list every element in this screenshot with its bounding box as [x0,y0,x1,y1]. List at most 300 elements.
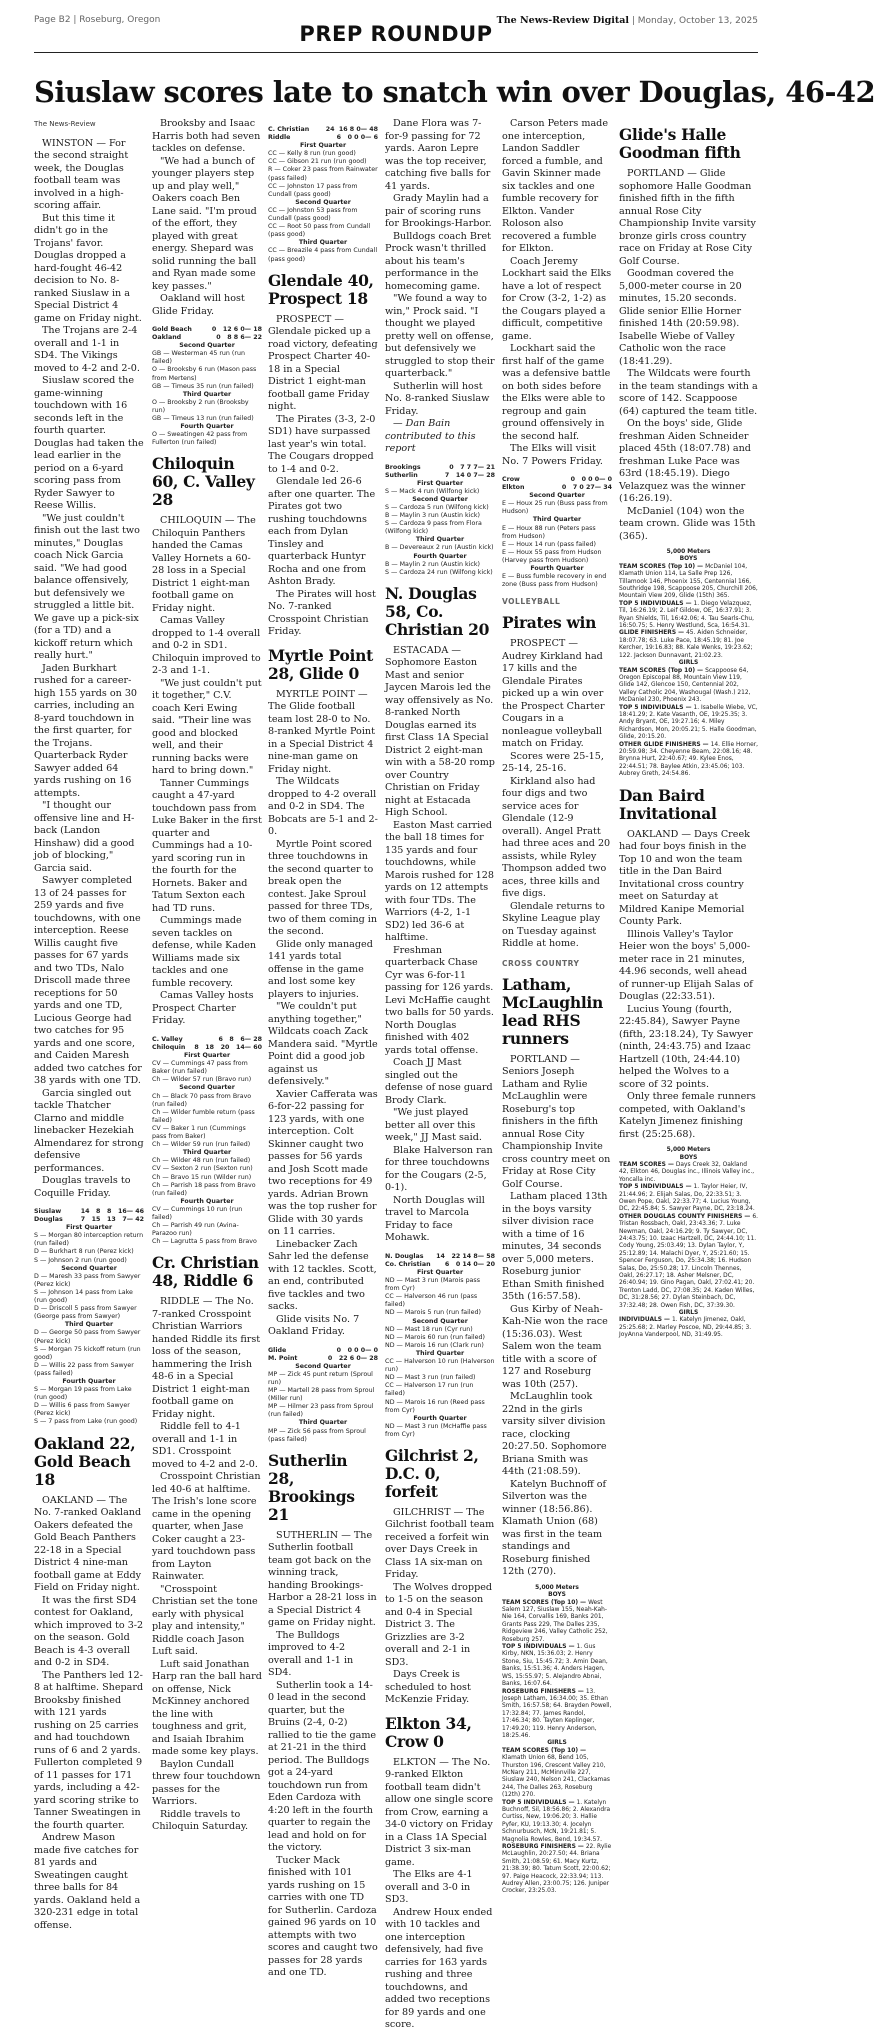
team-name: Co. Christian [385,1260,431,1268]
story-headline: Sutherlin 28, Brookings 21 [268,1450,355,1524]
story-paragraph: GILCHRIST — The Gilchrist football team received a forfeit win over Days Creek in Class 1A six-man on Friday. [385,1506,495,1581]
team-name: Crow [502,476,520,483]
story-paragraph: Carson Peters made one interception, Landon Saddler forced a fumble, and Gavin Skinner made six tackles and one fumble recovery for Elkton. Vander Roloson also recovered a fumble for Elkton. [502,118,609,254]
story-paragraph: "We just couldn't finish out the last two minutes," Douglas coach Nick Garcia said. "We had good balance offensively, but defensively we struggled a little bit. We gave up a pick-six (for a TD) and a kickoff return which really hurt." [34,512,140,661]
scoring-play: S — Morgan 75 kickoff return (run good) [34,1345,141,1361]
byline: The News-Review [34,120,96,128]
quarter-scores: 0 12 6 0— 18 [211,326,262,333]
results-subhead: GIRLS [547,1740,567,1747]
story-paragraph: Glendale led 26-6 after one quarter. The Pirates got two rushing touchdowns each from Dylan Tinsley and quarterback Huntyr Rocha and one from Ashton Brady. [268,476,376,588]
story-paragraph: OAKLAND — Days Creek had four boys finish in the Top 10 and won the team title in the Dan Baird Invitational cross country meet on Saturday at Mildred Kanipe Memorial County Park. [619,828,750,928]
column-4 [385,118,495,2031]
story-paragraph: Days Creek is scheduled to host McKenzie Friday. [385,1669,471,1706]
scoring-play: S — Cardoza 5 run (Wilfong kick) [385,503,489,511]
scoring-play: Ch — Wilder 59 run (run failed) [152,1141,251,1149]
score-row [268,1355,378,1363]
quarter-scores: 14 22 14 8— 58 [436,1252,495,1260]
story-paragraph: Bulldogs coach Bret Prock wasn't thrilled about his team's performance in the homecoming game. [385,230,492,292]
quarter-label: Third Quarter [298,239,348,247]
results-line [502,1748,612,1800]
score-row [152,326,262,334]
quarter-scores: 0 22 6 0— 28 [327,1354,378,1362]
results-text: 1. Taylor Heier, IV, 21:44.96; 2. Elijah Salas, Do, 22:33.51; 3. Owen Pope, Oakl, 22:33.77; 4. Lucius Young, DC, 22:45.84; 5. Sawyer Payne, DC, 23:18.24. [619,1184,755,1213]
quarter-label: Fourth Quarter [530,565,584,573]
score-row [268,126,378,134]
scoring-play: E — Houx 55 pass from Hudson (Harvey pass from Hudson) [502,548,602,564]
scoring-summary [268,1347,378,1444]
team-name: C. Christian [268,126,310,133]
scoring-play: O — Brooksby 2 run (Brooksby run) [152,398,249,414]
results-text: 1. Gus Kirby, NKN, 15:36.03; 2. Henry Stone, Siu, 15:45.72; 3. Amin Dean, Banks, 15:51.36; 4. Anders Hagen, WS, 15:55.97; 5. Alejandro Abnai, Banks, 16:07.64. [502,1644,608,1688]
scoring-play: ND — Mast 3 run (McHaffie pass from Cyr) [385,1422,487,1438]
story-paragraph: Illinois Valley's Taylor Heier won the boys' 5,000-meter race in 21 minutes, 44.96 seconds, well ahead of runner-up Elijah Salas of Douglas (22:33.51). [619,928,753,1003]
column-1 [34,118,144,1931]
story-paragraph: Cummings made seven tackles on defense, while Kaden Williams made six tackles and one fumble recovery. [152,915,257,989]
results-label: ROSEBURG FINISHERS — [502,1688,586,1695]
score-row [385,1253,495,1261]
score-row [502,484,612,492]
story-paragraph: Myrtle Point scored three touchdowns in the second quarter to break open the contest. Jake Sproul passed for three TDs, two of them coming in the second. [268,838,378,938]
quarter-label: Third Quarter [298,1419,348,1427]
scoring-play: ND — Marois 60 run (run failed) [385,1333,486,1341]
scoring-play: ND — Mast 3 run (run failed) [385,1374,476,1382]
scoring-play: O — Sweatingen 42 pass from Fullerton (run failed) [152,431,248,447]
scoring-play: ND — Mast 18 run (Cyr run) [385,1325,473,1333]
results-label: TEAM SCORES (Top 10) — [619,667,706,674]
story-paragraph: The Pirates (3-3, 2-0 SD1) have surpassed last year's win total. The Cougars dropped to 1-4 and 0-2. [268,413,376,475]
results-label: TOP 5 INDIVIDUALS — [619,600,694,607]
results-line [619,742,758,779]
team-name: N. Douglas [385,1252,424,1260]
results-text: 1. Isabelle Wiebe, VC, 18:41.29; 2. Kate Vasanth, OE, 19:25.35; 3. Andy Bryant, OE, 19:27.16; 4. Miley Richardson, Mon, 20:05.21; 5. Halle Goodman, Glide, 20:15.20. [619,704,758,741]
story-paragraph: But this time it didn't go in the Trojans' favor. Douglas dropped a hard-fought 46-42 decision to No. 8-ranked Siuslaw in a Special District 4 game on Friday night. [34,212,142,324]
scoring-play: D — Maresh 33 pass from Sawyer (Perez kick) [34,1272,141,1288]
scoring-summary [152,1036,262,1246]
story-headline: Cr. Christian 48, Riddle 6 [152,1253,259,1291]
quarter-label: Fourth Quarter [413,1414,467,1422]
scoring-play: CV — Cummings 10 run (run failed) [152,1205,243,1221]
results-text: 13. Joseph Latham, 16:34.00; 35. Ethan Smith, 16:57.58; 64. Brayden Powell, 17:32.84; 77. James Randol, 17:46.34; 80. Tayten Keplinger, 17:49.20; 119. Henry Anderson, 18:25.46. [502,1688,612,1739]
scoring-play: S — Morgan 80 interception return (run failed) [34,1232,144,1248]
scoring-play: CC — Halverson 17 run (run failed) [385,1382,474,1398]
results-text: 1. Diego Velazquez, Til, 16:26.19; 2. Leif Gildow, OE, 16:37.91; 3. Ryan Shields, Til, 16:42.06; 4. Tau Searls-Chu, 16:50.75; 5. Henry Westlund, Sca, 16:54.31. [619,600,755,630]
scoring-play: Ch — Wilder 57 run (Bravo run) [152,1076,252,1084]
scoring-play: ND — Mast 3 run (Marois pass from Cyr) [385,1277,480,1293]
story-headline: Elkton 34, Crow 0 [385,1713,472,1751]
scoring-play: MP — Martell 28 pass from Sproul (Miller run) [268,1387,375,1403]
results-line [619,1214,758,1310]
quarter-scores: 24 16 8 0— 48 [325,126,378,133]
team-name: Oakland [152,334,182,342]
quarter-label: Second Quarter [179,1084,235,1092]
results-label: TOP 5 INDIVIDUALS — [502,1644,577,1651]
story-paragraph: The Panthers led 12-8 at halftime. Shepard Brooksby finished with 121 yards rushing on 25 carries and had touchdown runs of 6 and 2 yards. Fullerton completed 9 of 11 passes for 171 yards, including a 42-yard scoring strike to Tanner Sweatingen in the fourth quarter. [34,1669,144,1831]
story-paragraph: Sutherlin will host No. 8-ranked Siuslaw Friday. [385,380,490,417]
scoring-play: S — Cardoza 9 pass from Flora (Wilfong kick) [385,520,482,536]
quarter-label: Second Quarter [295,1362,351,1370]
scoring-play: D — George 50 pass from Sawyer (Perez kick) [34,1329,141,1345]
results-label: INDIVIDUALS — [619,1317,672,1324]
scoring-play: R — Coker 23 pass from Rainwater (pass failed) [268,166,378,182]
story-headline: N. Douglas 58, Co. Christian 20 [385,583,490,639]
scoring-play: E — Houx 14 run (pass failed) [502,540,596,548]
results-line [502,1600,612,1644]
page-headline: Siuslaw scores late to snatch win over Douglas, 46-42 [34,75,875,109]
story-paragraph: Camas Valley hosts Prospect Charter Friday. [152,990,254,1027]
story-paragraph: Dane Flora was 7-for-9 passing for 72 yards. Aaron Lepre was the top receiver, catching five balls for 41 yards. [385,118,491,192]
results-line [502,1689,612,1741]
results-subhead: BOYS [548,1592,566,1599]
quarter-label: Second Quarter [529,492,585,500]
results-line [619,705,758,742]
scoring-play: S — Johnson 2 run (run good) [34,1256,127,1264]
team-name: M. Point [268,1354,298,1362]
story-paragraph: "We had a bunch of younger players step up and play well," Oakers coach Ben Lane said. "I'm proud of the effort, they played with great energy. Shepard was solid running the ball and Ryan made some key passes." [152,155,257,292]
story-paragraph: Coach Jeremy Lockhart said the Elks have a lot of respect for Crow (3-2, 1-2) as the Cougars played a difficult, competitive game. [502,255,612,342]
story-paragraph: ESTACADA — Sophomore Easton Mast and senior Jaycen Marois led the way offensively as No. 8-ranked North Douglas earned its first Class 1A Special District 2 eight-man win with a 58-20 romp over Country Christian on Friday night at Estacada High School. [385,644,495,819]
score-row [385,1261,495,1269]
scoring-play: Ch — Wilder 48 run (run failed) [152,1157,251,1165]
results-line [502,1844,612,1896]
results-title: 5,000 Meters [666,549,711,555]
story-paragraph: Linebacker Zach Sahr led the defense with 12 tackles. Scott, an end, contributed five tackles and two sacks. [268,1238,377,1313]
scoring-play: CV — Cummings 47 pass from Baker (run failed) [152,1060,248,1076]
scoring-play: Ch — Black 70 pass from Bravo (run failed) [152,1092,252,1108]
quarter-scores: 0 0 0 0— 0 [570,476,612,483]
quarter-scores: 0 8 8 6— 22 [216,334,262,342]
scoring-play: Ch — Bravo 15 run (Wilder run) [152,1173,252,1181]
results-text: 14. Ellie Horner, 20:59.98; 34. Cheyenne Beam, 22:08.16; 48. Brynna Hurt, 22:40.67; 49. Kylee Enos, 22:44.51; 78. Baylee Atkin, 23:45.06; 103. Aubrey Greth, 24:54.86. [619,741,758,778]
story-headline: Chiloquin 60, C. Valley 28 [152,454,255,510]
scoring-play: CV — Sexton 2 run (Sexton run) [152,1165,253,1173]
scoring-play: D — Willis 6 pass from Sawyer (Perez kick) [34,1402,130,1418]
story-headline: Glendale 40, Prospect 18 [268,270,374,308]
story-headline: Gilchrist 2, D.C. 0, forfeit [385,1445,479,1501]
story-paragraph: It was the first SD4 contest for Oakland, which improved to 3-2 on the season. Gold Beach is 4-3 overall and 0-2 in SD4. [34,1594,144,1669]
story-headline: Myrtle Point 28, Glide 0 [268,645,373,683]
story-paragraph: "Crosspoint Christian set the tone early with physical play and intensity," Riddle coach Jason Luft said. [152,1583,258,1658]
story-paragraph: CHILOQUIN — The Chiloquin Panthers handed the Camas Valley Hornets a 60-28 loss in a Special District 1 eight-man football game on Friday night. [152,515,256,614]
results-label: OTHER DOUGLAS COUNTY FINISHERS — [619,1213,753,1220]
score-row [152,334,262,342]
quarter-scores: 7 14 0 7— 28 [444,471,495,479]
scoring-play: CC — Johnston 53 pass from Cundall (pass good) [268,206,358,223]
scoring-summary [385,464,495,577]
scoring-play: B — Maylin 3 run (Austin kick) [385,512,480,520]
scoring-play: E — Houx 25 run (Buss pass from Hudson) [502,500,608,516]
results-label: OTHER GLIDE FINISHERS — [619,741,711,748]
results-line [619,668,758,705]
quarter-label: Third Quarter [182,1149,232,1157]
quarter-scores: 6 0 14 0— 20 [444,1260,495,1268]
team-name: Riddle [268,134,291,142]
story-headline: Oakland 22, Gold Beach 18 [34,1433,136,1489]
story-paragraph: The Wildcats were fourth in the team standings with a score of 142. Scappoose (64) captured the team title. [619,368,758,417]
quarter-label: Third Quarter [532,516,582,524]
scoring-play: MP — Hilmer 23 pass from Sproul (run failed) [268,1403,374,1419]
results-label: TEAM SCORES (Top 10) — [619,563,706,570]
story-paragraph: Gus Kirby of Neah-Kah-Nie won the race (15:36.03). West Salem won the team title with a score of 127 and Roseburg was 10th (257). [502,1303,608,1390]
story-paragraph: PROSPECT — Glendale picked up a road victory, defeating Prospect Charter 40-18 in a Special District 1 eight-man football game Friday night. [268,313,378,413]
quarter-label: Third Quarter [182,390,232,398]
results-label: TOP 5 INDIVIDUALS — [619,704,694,711]
story-paragraph: The Trojans are 2-4 overall and 1-1 in SD4. The Vikings moved to 4-2 and 2-0. [34,325,140,374]
results-line [619,1317,758,1339]
results-line [502,1800,612,1844]
story-paragraph: Only three female runners competed, with Oakland's Katelyn Jimenez finishing first (25:25.68). [619,1091,756,1140]
quarter-label: Second Quarter [295,198,351,206]
scoring-play: Ch — Parrish 18 pass from Bravo (run failed) [152,1181,256,1197]
scoring-play: GB — Timeus 35 run (run failed) [152,382,254,390]
story-paragraph: OAKLAND — The No. 7-ranked Oakland Oakers defeated the Gold Beach Panthers 22-18 in a Special District 4 nine-man football game at Eddy Field on Friday night. [34,1494,142,1594]
results-box [619,549,758,779]
results-label: TOP 5 INDIVIDUALS — [502,1799,577,1806]
scoring-play: S — Cardoza 24 run (Wilfong kick) [385,568,493,576]
results-text: 1. Katelyn Jimenez, Oakl, 25:25.68; 2. Marley Poscoe, ND, 29:44.85; 3. JoyAnna Vanderpool, ND, 31:49.95. [619,1317,752,1339]
team-name: Chiloquin [152,1044,186,1051]
scoring-play: CC — Johnston 17 pass from Cundall (pass good) [268,182,358,198]
scoring-play: CC — Kelly 8 run (run good) [268,150,356,158]
story-paragraph: Freshman quarterback Chase Cyr was 6-for-11 passing for 126 yards. Levi McHaffie caught two balls for 50 yards. North Douglas finished with 402 yards total offense. [385,944,494,1056]
story-paragraph: McLaughlin took 22nd in the girls varsity silver division race, clocking 20:27.50. Sophomore Briana Smith was 44th (21:08.59). [502,1391,607,1478]
story-paragraph: PORTLAND — Glide sophomore Halle Goodman finished fifth in the fifth annual Rose City Championship Invite varsity bronze girls cross country race on Friday at Rose City Golf Course. [619,168,756,267]
story-paragraph: Lucius Young (fourth, 22:45.84), Sawyer Payne (fifth, 23:18.24), Ty Sawyer (ninth, 24:43.75) and Izaac Hartzell (10th, 24:44.10) helped the Wolves to a score of 32 points. [619,1003,753,1090]
story-paragraph: Sutherlin took a 14-0 lead in the second quarter, but the Bruins (2-4, 0-2) rallied to tie the game at 21-21 in the third period. The Bulldogs got a 24-yard touchdown run from Eden Cardoza with 4:20 left in the fourth quarter to regain the lead and hold on for the victory. [268,1679,377,1854]
story-paragraph: Lockhart said the first half of the game was a defensive battle on both sides before the Elks were able to regroup and gain ground offensively in the second half. [502,343,611,442]
results-line [619,1184,758,1214]
scoring-play: GB — Timeus 13 run (run failed) [152,415,254,423]
quarter-label: Second Quarter [412,1317,468,1325]
story-paragraph: Camas Valley dropped to 1-4 overall and 0-2 in SD1. Chiloquin improved to 2-3 and 1-1. [152,615,261,677]
story-paragraph: MYRTLE POINT — The Glide football team lost 28-0 to No. 8-ranked Myrtle Point in a Special District 4 nine-man game on Friday night. [268,688,375,775]
quarter-scores: 7 15 13 7— 42 [80,1216,144,1224]
scoring-play: ND — Marois 16 run (Clark run) [385,1341,484,1349]
story-paragraph: PROSPECT — Audrey Kirkland had 17 kills and the Glendale Pirates picked up a win over the Prospect Charter Cougars in a nonleague volleyball match on Friday. [502,638,605,750]
story-paragraph: "We found a way to win," Prock said. "I thought we played pretty well on offense, but defensively we struggled to stop their quarterback." [385,293,495,379]
story-paragraph: RIDDLE — The No. 7-ranked Crosspoint Christian Warriors handed Riddle its first loss of the season, hammering the Irish 48-6 in a Special District 1 eight-man football game on Friday night. [152,1296,261,1420]
story-paragraph: Oakland will host Glide Friday. [152,293,245,317]
page-number: Page B2 | Roseburg, Oregon [34,15,161,25]
results-title: 5,000 Meters [535,1584,579,1591]
results-line [619,601,758,631]
team-name: Siuslaw [34,1208,62,1215]
story-paragraph: Luft said Jonathan Harp ran the ball hard on offense, Nick McKinney anchored the line with toughness and grit, and Isaiah Ibrahim made some key plays. [152,1658,262,1758]
quarter-label: Second Quarter [412,495,468,503]
story-paragraph: Glide visits No. 7 Oakland Friday. [268,1313,360,1338]
scoring-play: D — Driscoll 5 pass from Sawyer (George pass from Sawyer) [34,1305,137,1321]
score-row [34,1208,144,1216]
story-paragraph: Latham placed 13th in the boys varsity silver division race with a time of 16 minutes, 34 seconds over 5,000 meters. Roseburg junior Ethan Smith finished 35th (16:57.58). [502,1191,608,1303]
column-5 [502,118,612,1895]
story-headline: Pirates win [502,613,597,633]
results-label: TEAM SCORES — [619,1161,676,1168]
score-row [268,1347,378,1355]
section-title: PREP ROUNDUP [299,22,493,46]
results-subhead: BOYS [679,1154,698,1161]
scoring-summary [385,1253,495,1439]
quarter-label: Fourth Quarter [62,1377,116,1385]
story-paragraph: Glide only managed 141 yards total offense in the game and lost some key players to injuries. [268,938,373,1000]
scoring-play: MP — Zick 45 punt return (Sproul run) [268,1370,373,1386]
scoring-play: CC — Root 50 pass from Cundall (pass good) [268,223,371,239]
scoring-play: CC — Halverson 10 run (Halverson run) [385,1358,495,1374]
scoring-play: S — Mack 4 run (Wilfong kick) [385,487,480,495]
story-paragraph: Andrew Houx ended with 10 tackles and one interception defensively, had five carries for 163 yards rushing and three touchdowns, and added two receptions for 89 yards and one score. [385,1906,493,2031]
story-headline: Dan Baird Invitational [619,785,717,823]
story-paragraph: The Wolves dropped to 1-5 on the season and 0-4 in Special District 3. The Grizzlies are 3-2 overall and 2-1 in SD3. [385,1581,493,1668]
scoring-play: B — Devereaux 2 run (Austin kick) [385,544,494,552]
scoring-play: D — Burkhart 8 run (Perez kick) [34,1248,134,1256]
story-paragraph: Garcia singled out tackle Thatcher Clarno and middle linebacker Hezekiah Almendarez for strong defensive performances. [34,1087,144,1174]
quarter-scores: 8 18 20 14— 60 [194,1044,262,1051]
story-paragraph: Siuslaw scored the game-winning touchdown with 16 seconds left in the fourth quarter. Douglas had taken the lead earlier in the period on a 6-yard scoring pass from Ryder Sawyer to Reese Willis. [34,375,144,511]
scoring-play: E — Buss fumble recovery in end zone (Buss pass from Hudson) [502,573,607,589]
scoring-play: CC — Halverson 46 run (pass failed) [385,1293,478,1309]
results-line [619,1162,758,1184]
results-title: 5,000 Meters [666,1147,711,1154]
story-paragraph: "We just couldn't put it together," C.V. coach Keri Ewing said. "Their line was good and blocked well, and their running backs were hard to bring down." [152,677,262,777]
scoring-play: E — Houx 88 run (Peters pass from Hudson) [502,524,596,540]
column-6 [619,118,758,1630]
quarter-label: Second Quarter [179,342,235,350]
story-paragraph: "I thought our offensive line and H-back (Landon Hinshaw) did a good job of blocking," Garcia said. [34,800,135,874]
team-name: Brookings [385,463,421,471]
results-subhead: GIRLS [678,1310,699,1317]
story-paragraph: Tanner Cummings caught a 47-yard touchdown pass from Luke Baker in the first quarter and Cummings had a 10-yard scoring run in the fourth for the Hornets. Baker and Tatum Sexton each had TD runs. [152,777,262,914]
team-name: C. Valley [152,1035,183,1043]
scoring-play: ND — Marois 5 run (run failed) [385,1309,481,1317]
story-headline: Latham, McLaughlin lead RHS runners [502,974,603,1048]
story-paragraph: Blake Halverson ran for three touchdowns for the Cougars (2-5, 0-1). [385,1144,493,1194]
story-paragraph: Goodman covered the 5,000-meter course in 20 minutes, 15.20 seconds. Glide senior Ellie Horner finished 14th (20:59.98). Isabelle Wiebe of Valley Catholic won the race (18:41.29). [619,268,742,367]
quarter-label: Fourth Quarter [413,552,467,560]
story-paragraph: SUTHERLIN — The Sutherlin football team got back on the winning track, handing Brookings-Harbor a 28-21 loss in a Special District 4 game on Friday night. [268,1529,377,1629]
story-paragraph: Xavier Cafferata was 6-for-22 passing for 123 yards, with one interception. Colt Skinner caught two passes for 56 yards and Josh Scott made two receptions for 49 yards. Adrian Brown was the top rusher for Glide with 30 yards on 11 carries. [268,1088,378,1238]
scoring-play: ND — Marois 16 run (Reed pass from Cyr) [385,1398,485,1414]
story-paragraph: Crosspoint Christian led 40-6 at halftime. The Irish's lone score came in the opening quarter, when Jase Coker caught a 23-yard touchdown pass from Layton Rainwater. [152,1471,261,1583]
story-paragraph: PORTLAND — Seniors Joseph Latham and Rylie McLaughlin were Roseburg's top finishers in the fifth annual Rose City Championship Invite cross country meet on Friday at Rose City Golf Course. [502,1053,611,1190]
story-paragraph: Katelyn Buchnoff of Silverton was the winner (18:56.86). Klamath Union (68) was first in the team standings and Roseburg finished 12th (270). [502,1478,607,1578]
scoring-play: GB — Westerman 45 run (run failed) [152,350,245,366]
scoring-play: Ch — Wilder fumble return (pass failed) [152,1108,255,1124]
story-paragraph: ELKTON — The No. 9-ranked Elkton football team didn't allow one single score from Crow, earning a 34-0 victory on Friday in a Class 1A Special District 3 six-man game. [385,1756,494,1868]
scoring-play: Ch — Parrish 49 run (Avina-Parazoo run) [152,1222,239,1238]
story-paragraph: Jaden Burkhart rushed for a career-high 155 yards on 30 carries, including an 8-yard touchdown in the first quarter, for the Trojans. Quarterback Ryder Sawyer added 64 yards rushing on 16 attempts. [34,662,138,799]
story-paragraph: "We couldn't put anything together," Wildcats coach Zack Mandera said. "Myrtle Point did a good job against us defensively." [268,1001,378,1088]
quarter-scores: 0 7 7 7— 21 [449,463,495,471]
quarter-label: First Quarter [65,1224,113,1232]
scoring-summary [268,126,378,264]
header-rule [34,52,758,53]
story-paragraph: Glendale returns to Skyline League play on Tuesday against Riddle at home. [502,900,605,950]
score-row [385,472,495,480]
story-paragraph: Coach JJ Mast singled out the defense of nose guard Brody Clark. [385,1057,493,1106]
results-text: McDaniel 104, Klamath Union 114, La Salle Prep 126, Tillamook 146, Phoenix 155, Centennial 166, Southridge 198, Scappoose 205, Churchill 206, Mountain View 209, Glide (15th) 365. [619,563,758,600]
results-box [619,1147,758,1340]
scoring-summary [152,326,262,447]
score-row [502,476,612,484]
story-paragraph: Andrew Mason made five catches for 81 yards and Sweatingen caught three balls for 84 yards. Oakland held a 320-231 edge in total offense. [34,1832,141,1931]
score-row [385,464,495,472]
scoring-play: S — 7 pass from Lake (run good) [34,1418,138,1426]
quarter-label: First Quarter [299,142,347,150]
results-box [502,1585,612,1896]
scoring-play: CC — Gibson 21 run (run good) [268,158,367,166]
story-paragraph: WINSTON — For the second straight week, the Douglas football team was involved in a high-scoring affair. [34,137,129,211]
results-line [619,630,758,660]
story-paragraph: Grady Maylin had a pair of scoring runs for Brookings-Harbor. [385,193,492,229]
scoring-play: Ch — Lagrutta 5 pass from Bravo [152,1238,257,1246]
issue-date: | Monday, October 13, 2025 [631,16,758,26]
score-row [152,1044,262,1052]
story-paragraph: McDaniel (104) won the team crown. Glide was 15th (365). [619,505,756,542]
quarter-label: Fourth Quarter [180,423,234,431]
section-kicker: CROSS COUNTRY [502,958,580,968]
score-row [152,1036,262,1044]
team-name: Gold Beach [152,326,192,333]
story-paragraph: The Wildcats dropped to 4-2 overall and 0-2 in SD4. The Bobcats are 5-1 and 2-0. [268,776,378,838]
quarter-label: First Quarter [416,1269,464,1276]
score-row [268,134,378,142]
scoring-summary [502,476,612,589]
scoring-play: S — Morgan 19 pass from Lake (run good) [34,1386,132,1402]
story-paragraph: Baylon Cundall threw four touchdown passes for the Warriors. [152,1758,261,1808]
story-paragraph: The Pirates will host No. 7-ranked Crosspoint Christian Friday. [268,588,376,638]
story-paragraph: Brooksby and Isaac Harris both had seven tackles on defense. [152,118,261,154]
results-line [619,564,758,601]
quarter-label: Third Quarter [64,1321,114,1329]
team-name: Sutherlin [385,471,418,479]
results-text: Days Creek 32, Oakland 42, Elkton 46, Douglas inc., Illinois Valley inc., Yoncalla inc. [619,1161,755,1183]
results-text: West Salem 127, Siuslaw 155, Neah-Kah-Nie 164, Corvallis 169, Banks 201, Grants Pass 229, The Dalles 235, Ridgeview 246, Valley Catholic 252, Roseburg 257. [502,1599,608,1643]
scoring-play: B — Maylin 2 run (Austin kick) [385,560,480,568]
team-name: Glide [268,1346,287,1354]
column-2 [152,118,262,1833]
contributor-credit: — Dan Bain contributed to this report [385,418,476,454]
story-paragraph: Riddle fell to 4-1 overall and 1-1 in SD1. Crosspoint moved to 4-2 and 2-0. [152,1421,258,1470]
story-paragraph: Riddle travels to Chiloquin Saturday. [152,1808,249,1833]
story-paragraph: The Bulldogs improved to 4-2 overall and 1-1 in SD4. [268,1629,354,1679]
results-label: ROSEBURG FINISHERS — [502,1844,586,1851]
results-label: GLIDE FINISHERS — [619,630,687,637]
results-label: TEAM SCORES (Top 10) — [502,1599,589,1606]
score-row [34,1216,144,1224]
quarter-scores: 6 0 0 0— 6 [336,134,378,142]
results-subhead: BOYS [679,556,698,563]
results-subhead: GIRLS [678,660,699,667]
team-name: Douglas [34,1216,63,1224]
story-paragraph: Easton Mast carried the ball 18 times for 135 yards and four touchdowns, while Marois rushed for 128 yards on 12 attempts with four TDs. The Warriors (4-2, 1-1 SD2) led 36-6 at halftime. [385,819,494,944]
story-paragraph: North Douglas will travel to Marcola Friday to face Mohawk. [385,1194,485,1244]
scoring-play: CV — Baker 1 run (Cummings pass from Baker) [152,1124,246,1141]
scoring-play: D — Willis 22 pass from Sawyer (pass failed) [34,1361,134,1377]
section-kicker: VOLLEYBALL [502,597,561,607]
story-paragraph: Douglas travels to Coquille Friday. [34,1175,131,1199]
scoring-summary [34,1208,144,1427]
quarter-label: First Quarter [183,1052,231,1060]
story-paragraph: Sawyer completed 13 of 24 passes for 259 yards and five touchdowns, with one interception. Reese Willis caught five passes for 67 yards and two TDs, Nalo Driscoll made three receptions for 50 yards and one TD, Lucious George had two catches for 95 yards and one score, and Caiden Maresh added two catches for 38 yards with one TD. [34,875,142,1086]
quarter-label: Third Quarter [415,1349,465,1357]
story-paragraph: Tucker Mack finished with 101 yards rushing on 15 carries with one TD for Sutherlin. Cardoza gained 96 yards on 10 attempts with two scores and caught two passes for 28 yards and one TD. [268,1854,378,1979]
scoring-play: O — Brooksby 6 run (Mason pass from Mertens) [152,366,257,382]
quarter-label: Second Quarter [61,1264,117,1272]
results-text: Klamath Union 68, Bend 105, Thurston 196, Crescent Valley 210, McNary 211, McMinnville 227, Siuslaw 240, Nelson 241, Clackamas 244, The Dalles 263, Roseburg (12th) 270. [502,1755,610,1799]
story-paragraph: On the boys' side, Glide freshman Aiden Schneider placed 45th (18:07.78) and freshman Luke Pace was 63rd (18:45.19). Diego Velazquez was the winner (16:26.19). [619,418,751,504]
results-text: 1. Katelyn Buchnoff, Sil, 18:56.86; 2. Alexandra Curtiss, New, 19:06.20; 3. Hallie Pyfer, KU, 19:13.30; 4. Jocelyn Schnurbusch, McN, 19:21.81; 5. Magnolia Rowles, Bend, 19:34.57. [502,1799,611,1843]
quarter-scores: 14 8 8 16— 46 [80,1208,144,1215]
story-headline: Glide's Halle Goodman fifth [619,125,741,162]
results-text: 6. Tristan Rossbach, Oakl, 23:43.36; 7. Luke Newman, Oakl, 24:16.29; 9. Ty Sawyer, DC, 24:43.75; 10. Izaac Hartzell, DC, 24:44.10; 11. Cody Young, 25:03.49; 13. Dylan Taylor, Y, 25:12.89; 14. Malachi Dyer, Y, 25:21.60; 15. Spencer Ferguson, Do, 25:34.38; 16. Hudson Salas, Do, 25:50.28; 17. Lincoln Thennes, Oakl, 26:27.17; 18. Asher Melsner, DC, 26:40.94; 19. Gino Pagan, Oakl, 27:02.41; 20. Trenton Ladd, DC, 27:08.35; 24. Kaden Willes, DC, 31:28.56; 27. Dylan Steinbach, DC, 37:32.48; 28. Owen Fish, DC, 37:39.30. [619,1213,758,1309]
